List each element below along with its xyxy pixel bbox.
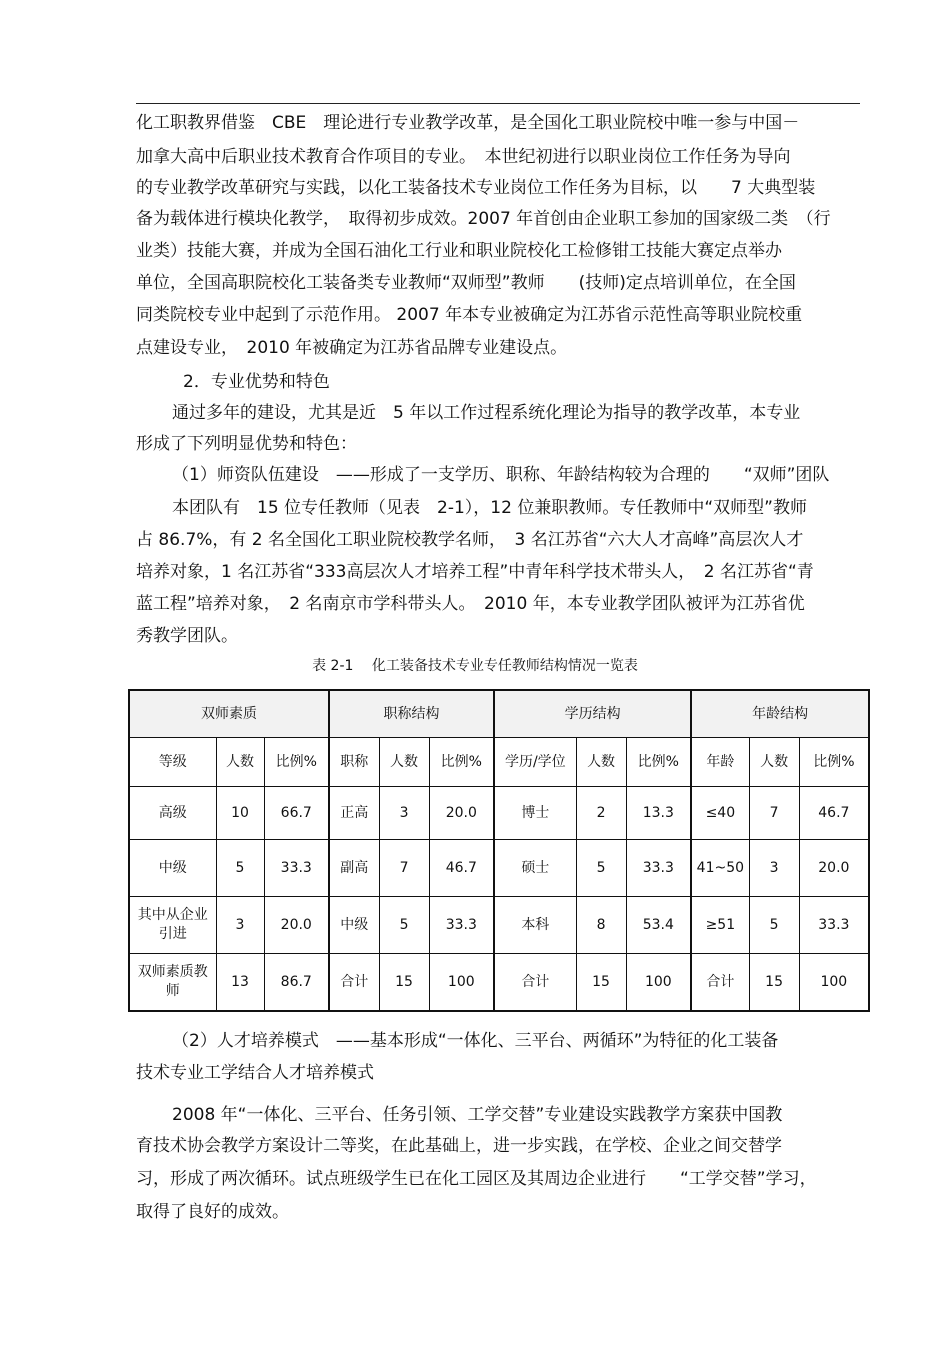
table-cell: 41~50 (691, 840, 749, 897)
table-cell: 5 (379, 897, 429, 954)
table-cell: 13.3 (626, 787, 691, 840)
table-cell: ≥51 (691, 897, 749, 954)
table-cell: 3 (216, 897, 264, 954)
column-header: 人数 (749, 738, 799, 787)
table-row (129, 954, 869, 1012)
group-header: 双师素质 (129, 690, 329, 738)
table-cell: 13 (216, 954, 264, 1012)
paragraph-line: 同类院校专业中起到了示范作用。 2007 年本专业被确定为江苏省示范性高等职业院校重 (136, 305, 803, 325)
table-cell: 博士 (494, 787, 576, 840)
table-cell: 100 (626, 954, 691, 1012)
point1-line: 蓝工程”培养对象， 2 名南京市学科带头人。 2010 年，本专业教学团队被评为江苏省优 (136, 594, 805, 614)
table-cell: 86.7 (264, 954, 329, 1012)
point1-line: 本团队有 15 位专任教师（见表 2-1），12 位兼职教师。专任教师中“双师型”教师 (172, 498, 807, 518)
table-cell: 46.7 (799, 787, 869, 840)
column-header: 比例% (799, 738, 869, 787)
table-cell: 66.7 (264, 787, 329, 840)
table-row (129, 787, 869, 840)
table-cell: 3 (749, 840, 799, 897)
point2-line: 育技术协会教学方案设计二等奖，在此基础上，进一步实践，在学校、企业之间交替学 (136, 1136, 782, 1156)
table-row (129, 897, 869, 954)
table-header-row (129, 738, 869, 787)
table-cell: 2 (576, 787, 626, 840)
table-cell: 46.7 (429, 840, 494, 897)
teacher-structure-table (128, 689, 870, 1012)
table-cell: 合计 (691, 954, 749, 1012)
column-header: 比例% (429, 738, 494, 787)
point2-line: 习，形成了两次循环。试点班级学生已在化工园区及其周边企业进行 “工学交替”学习， (136, 1169, 817, 1189)
paragraph-line: 点建设专业， 2010 年被确定为江苏省品牌专业建设点。 (136, 338, 568, 358)
column-header: 年龄 (691, 738, 749, 787)
table-cell: 正高 (329, 787, 379, 840)
table-cell: 5 (749, 897, 799, 954)
table-cell: 53.4 (626, 897, 691, 954)
table-cell: 合计 (494, 954, 576, 1012)
table-cell: 双师素质教师 (129, 954, 216, 1012)
table-cell: 5 (576, 840, 626, 897)
group-header: 年龄结构 (691, 690, 869, 738)
table-row (129, 840, 869, 897)
column-header: 比例% (264, 738, 329, 787)
table-cell: 其中从企业引进 (129, 897, 216, 954)
table-cell: 15 (379, 954, 429, 1012)
group-header: 学历结构 (494, 690, 691, 738)
group-header: 职称结构 (329, 690, 494, 738)
table-cell: 33.3 (799, 897, 869, 954)
table-cell: 中级 (129, 840, 216, 897)
paragraph-line: 单位，全国高职院校化工装备类专业教师“双师型”教师 (技师)定点培训单位，在全国 (136, 273, 796, 293)
table-cell: 20.0 (264, 897, 329, 954)
point2-line: 取得了良好的成效。 (136, 1202, 289, 1222)
paragraph-line: 业类）技能大赛，并成为全国石油化工行业和职业院校化工检修钳工技能大赛定点举办 (136, 241, 782, 261)
point2-heading: （2）人才培养模式 ——基本形成“一体化、三平台、两循环”为特征的化工装备 (172, 1031, 779, 1051)
point2-line: 2008 年“一体化、三平台、任务引领、工学交替”专业建设实践教学方案获中国教 (172, 1105, 783, 1125)
table-cell: 20.0 (429, 787, 494, 840)
table-cell: 100 (429, 954, 494, 1012)
table-cell: 硕士 (494, 840, 576, 897)
table-cell: 100 (799, 954, 869, 1012)
point1-line: 培养对象，1 名江苏省“333高层次人才培养工程”中青年科学技术带头人， 2 名江苏省“青 (136, 562, 814, 582)
column-header: 人数 (379, 738, 429, 787)
intro-line: 通过多年的建设，尤其是近 5 年以工作过程系统化理论为指导的教学改革，本专业 (172, 403, 801, 423)
table-cell: 5 (216, 840, 264, 897)
paragraph-line: 的专业教学改革研究与实践，以化工装备技术专业岗位工作任务为目标，以 7 大典型装 (136, 178, 816, 198)
table-cell: 高级 (129, 787, 216, 840)
table-cell: 15 (749, 954, 799, 1012)
table-cell: 3 (379, 787, 429, 840)
table-cell: 33.3 (264, 840, 329, 897)
table-cell: 本科 (494, 897, 576, 954)
table-cell: 15 (576, 954, 626, 1012)
point1-line: 秀教学团队。 (136, 626, 238, 646)
table-cell: ≤40 (691, 787, 749, 840)
column-header: 等级 (129, 738, 216, 787)
table-cell: 副高 (329, 840, 379, 897)
section-heading: 2．专业优势和特色 (183, 372, 330, 392)
column-header: 比例% (626, 738, 691, 787)
table-cell: 中级 (329, 897, 379, 954)
table-caption: 表 2-1 化工装备技术专业专任教师结构情况一览表 (312, 658, 638, 674)
table-cell: 7 (749, 787, 799, 840)
table-cell: 8 (576, 897, 626, 954)
column-header: 人数 (216, 738, 264, 787)
paragraph-line: 备为载体进行模块化教学， 取得初步成效。2007 年首创由企业职工参加的国家级二类 （行 (136, 209, 831, 229)
point2-heading: 技术专业工学结合人才培养模式 (136, 1063, 374, 1083)
table-cell: 33.3 (429, 897, 494, 954)
table-cell: 7 (379, 840, 429, 897)
intro-line: 形成了下列明显优势和特色： (136, 434, 357, 454)
table-cell: 10 (216, 787, 264, 840)
paragraph-line: 加拿大高中后职业技术教育合作项目的专业。 本世纪初进行以职业岗位工作任务为导向 (136, 147, 791, 167)
table-cell: 33.3 (626, 840, 691, 897)
table-cell: 20.0 (799, 840, 869, 897)
paragraph-line: 化工职教界借鉴 CBE 理论进行专业教学改革，是全国化工职业院校中唯一参与中国－ (136, 113, 800, 133)
column-header: 学历/学位 (494, 738, 576, 787)
header-rule (136, 103, 860, 104)
point1-heading: （1）师资队伍建设 ——形成了一支学历、职称、年龄结构较为合理的 “双师”团队 (172, 465, 830, 485)
column-header: 职称 (329, 738, 379, 787)
table-group-row (129, 690, 869, 738)
point1-line: 占 86.7%，有 2 名全国化工职业院校教学名师， 3 名江苏省“六大人才高峰”高层次人才 (136, 530, 804, 550)
column-header: 人数 (576, 738, 626, 787)
table-cell: 合计 (329, 954, 379, 1012)
